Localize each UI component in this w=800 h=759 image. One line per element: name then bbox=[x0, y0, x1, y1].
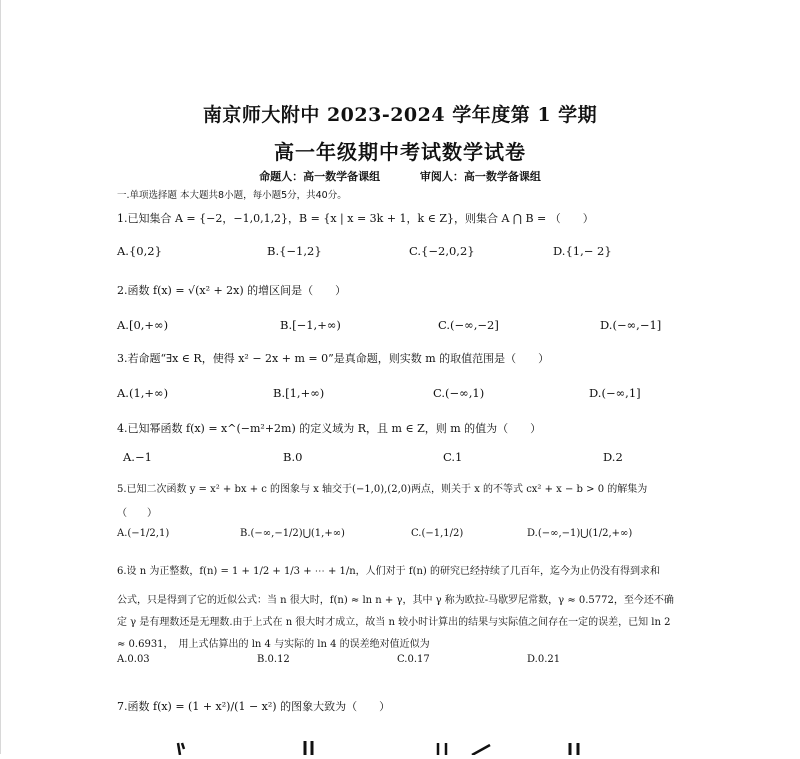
question-6-stem-cont: 公式，只是得到了它的近似公式：当 n 很大时，f(n) ≈ ln n + γ，其中 γ 称为欧拉-马歇罗尼常数，γ ≈ 0.5772，至今还不确定 γ 是有理数还是无理数.由于上式在 n 很大时才成立，故当 n 较小时计算出的结果与实际值之间存在一定的误差，已知 ln 2 ≈ 0.6931， 用上式估算出的 ln 4 与实际的 ln 4 的误差绝对值近似为 bbox=[117, 595, 674, 650]
q5-option-b: B.(−∞,−1/2)⋃(1,+∞) bbox=[240, 528, 345, 539]
exam-paper bbox=[100, 0, 700, 754]
q6-option-a: A.0.03 bbox=[117, 654, 150, 665]
q5-option-c: C.(−1,1/2) bbox=[411, 528, 464, 539]
q2-option-b: B.[−1,+∞) bbox=[280, 318, 341, 332]
q7-graph-options bbox=[160, 740, 680, 754]
q2-option-d: D.(−∞,−1] bbox=[600, 318, 662, 332]
q5-option-a: A.(−1/2,1) bbox=[117, 528, 170, 539]
graph-c-fragment bbox=[438, 743, 490, 755]
question-5-stem: 5.已知二次函数 y = x² + bx + c 的图象与 x 轴交于(−1,0),(2,0)两点，则关于 x 的不等式 cx² + x − b > 0 的解集为 bbox=[117, 484, 648, 495]
exam-subtitle: 高一年级期中考试数学试卷 bbox=[274, 140, 526, 164]
q1-option-c: C.{−2,0,2} bbox=[409, 244, 475, 258]
q6-option-c: C.0.17 bbox=[397, 654, 430, 665]
q4-option-c: C.1 bbox=[443, 450, 463, 464]
q3-option-b: B.[1,+∞) bbox=[273, 386, 325, 400]
q4-option-a: A.−1 bbox=[123, 450, 152, 464]
section-heading: 一.单项选择题 本大题共8小题，每小题5分，共40分。 bbox=[117, 190, 347, 201]
q6-option-d: D.0.21 bbox=[527, 654, 561, 665]
q2-option-c: C.(−∞,−2] bbox=[438, 318, 499, 332]
graph-b-fragment bbox=[305, 741, 312, 755]
q4-option-b: B.0 bbox=[283, 450, 303, 464]
question-3-stem: 3.若命题“∃x ∈ R，使得 x² − 2x + m = 0”是真命题，则实数 m 的取值范围是（ ） bbox=[117, 352, 550, 365]
question-5-stem-cont: （ ） bbox=[117, 508, 157, 519]
question-4-stem: 4.已知幂函数 f(x) = x^(−m²+2m) 的定义域为 R，且 m ∈ Z，则 m 的值为（ ） bbox=[117, 422, 542, 435]
graph-d-fragment bbox=[570, 743, 578, 755]
graph-a-fragment bbox=[178, 743, 184, 755]
q2-option-a: A.[0,+∞) bbox=[117, 318, 169, 332]
author-setter: 命题人：高一数学备课组 bbox=[259, 170, 381, 183]
authors-line bbox=[100, 168, 700, 184]
q3-option-a: A.(1,+∞) bbox=[117, 386, 169, 400]
q3-option-d: D.(−∞,1] bbox=[589, 386, 641, 400]
question-1-stem: 1.已知集合 A = {−2，−1,0,1,2}，B = {x | x = 3k + 1，k ∈ Z}，则集合 A ⋂ B = （ ） bbox=[117, 212, 594, 225]
q1-option-b: B.{−1,2} bbox=[267, 244, 322, 258]
q5-option-d: D.(−∞,−1)⋃(1/2,+∞) bbox=[527, 528, 633, 539]
q1-option-d: D.{1,− 2} bbox=[553, 244, 612, 258]
q1-option-a: A.{0,2} bbox=[117, 244, 162, 258]
q4-option-d: D.2 bbox=[603, 450, 623, 464]
question-2-stem: 2.函数 f(x) = √(x² + 2x) 的增区间是（ ） bbox=[117, 284, 347, 297]
q3-option-c: C.(−∞,1) bbox=[433, 386, 485, 400]
question-6-stem: 6.设 n 为正整数，f(n) = 1 + 1/2 + 1/3 + ⋯ + 1/n，人们对于 f(n) 的研究已经持续了几百年，迄今为止仍没有得到求和 bbox=[117, 566, 660, 577]
author-reviewer: 审阅人：高一数学备课组 bbox=[419, 170, 541, 183]
exam-title: 南京师大附中 2023-2024 学年度第 1 学期 bbox=[202, 104, 598, 126]
q6-option-b: B.0.12 bbox=[257, 654, 290, 665]
q7-graphs-preview bbox=[160, 741, 680, 755]
question-7-stem: 7.函数 f(x) = (1 + x²)/(1 − x²) 的图象大致为（ ） bbox=[117, 700, 391, 713]
